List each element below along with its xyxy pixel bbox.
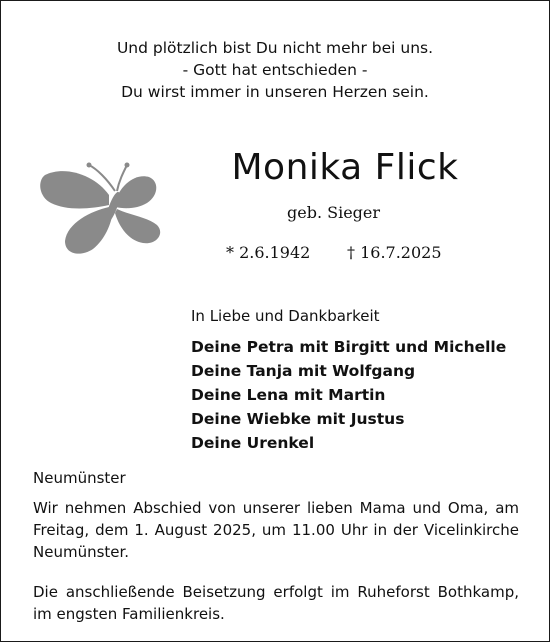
motto-line-3: Du wirst immer in unseren Herzen sein. [121, 83, 429, 101]
mourner-line: Deine Urenkel [191, 434, 315, 452]
location: Neumünster [33, 469, 126, 487]
mourners-list [191, 335, 506, 455]
mourner-line: Deine Tanja mit Wolfgang [191, 362, 416, 380]
birth-date: * 2.6.1942 [226, 243, 311, 262]
mourner-line: Deine Petra mit Birgitt und Michelle [191, 338, 507, 356]
deceased-name: Monika Flick [231, 147, 459, 188]
mourners-intro: In Liebe und Dankbarkeit [191, 307, 380, 325]
motto-line-1: Und plötzlich bist Du nicht mehr bei uns. [116, 39, 434, 57]
motto-line-2: - Gott hat entschieden - [182, 61, 368, 79]
death-date: † 16.7.2025 [347, 243, 442, 262]
butterfly-icon [35, 145, 171, 265]
motto [1, 37, 549, 103]
mourner-line: Deine Wiebke mit Justus [191, 410, 405, 428]
mourner-line: Deine Lena mit Martin [191, 386, 386, 404]
service-paragraph: Wir nehmen Abschied von unserer lieben Mama und Oma, am Freitag, dem 1. August 2025, um 11.00 Uhr in der Vicelinkirche Neumünster. [33, 499, 519, 561]
maiden-name: geb. Sieger [287, 203, 381, 222]
burial-paragraph: Die anschließende Beisetzung erfolgt im Ruheforst Bothkamp, im engsten Familienkreis. [33, 583, 519, 623]
